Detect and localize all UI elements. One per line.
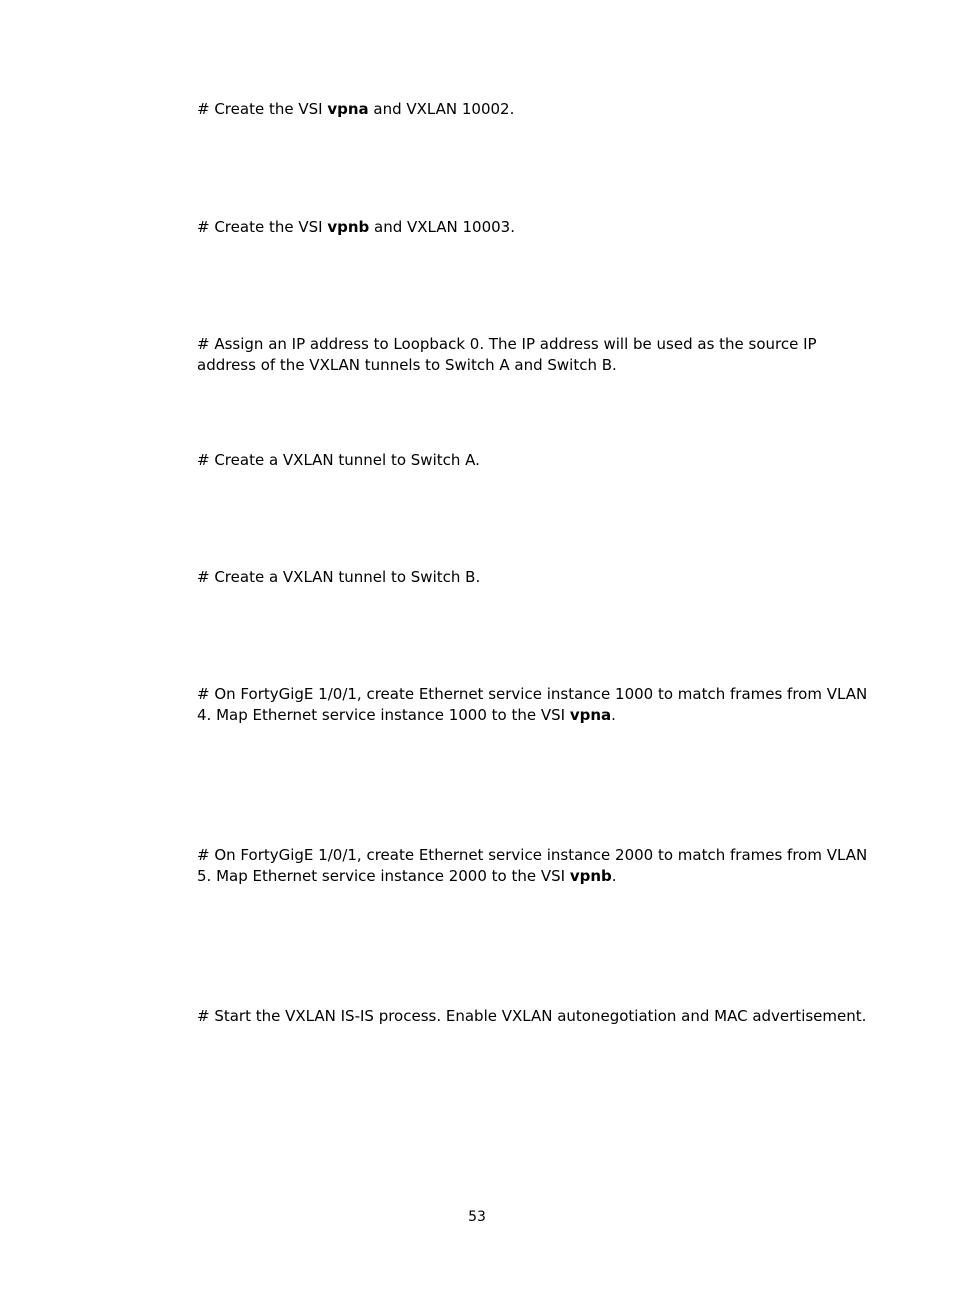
bold-term-vpnb: vpnb: [569, 867, 612, 885]
paragraph-service-instance-1000: # On FortyGigE 1/0/1, create Ethernet service instance 1000 to match frames from VLAN 4. Map Ethernet service instance 1000 to the VSI vpna.: [197, 685, 868, 724]
bold-term-vpna: vpna: [327, 100, 369, 118]
paragraph-tunnel-switch-b: # Create a VXLAN tunnel to Switch B.: [197, 568, 481, 586]
paragraph-assign-loopback-ip: # Assign an IP address to Loopback 0. The IP address will be used as the source IP address of the VXLAN tunnels to Switch A and Switch B.: [197, 335, 817, 374]
bold-term-vpnb: vpnb: [327, 218, 370, 236]
paragraph-start-isis: # Start the VXLAN IS-IS process. Enable VXLAN autonegotiation and MAC advertisement.: [197, 1007, 867, 1025]
paragraph-tunnel-switch-a: # Create a VXLAN tunnel to Switch A.: [197, 451, 480, 469]
page-number: 53: [468, 1209, 486, 1225]
bold-term-vpna: vpna: [569, 706, 612, 724]
paragraph-create-vsi-vpna: # Create the VSI vpna and VXLAN 10002.: [197, 100, 515, 118]
paragraph-create-vsi-vpnb: # Create the VSI vpnb and VXLAN 10003.: [197, 218, 515, 236]
paragraph-service-instance-2000: # On FortyGigE 1/0/1, create Ethernet service instance 2000 to match frames from VLAN 5. Map Ethernet service instance 2000 to the VSI vpnb.: [197, 846, 868, 885]
